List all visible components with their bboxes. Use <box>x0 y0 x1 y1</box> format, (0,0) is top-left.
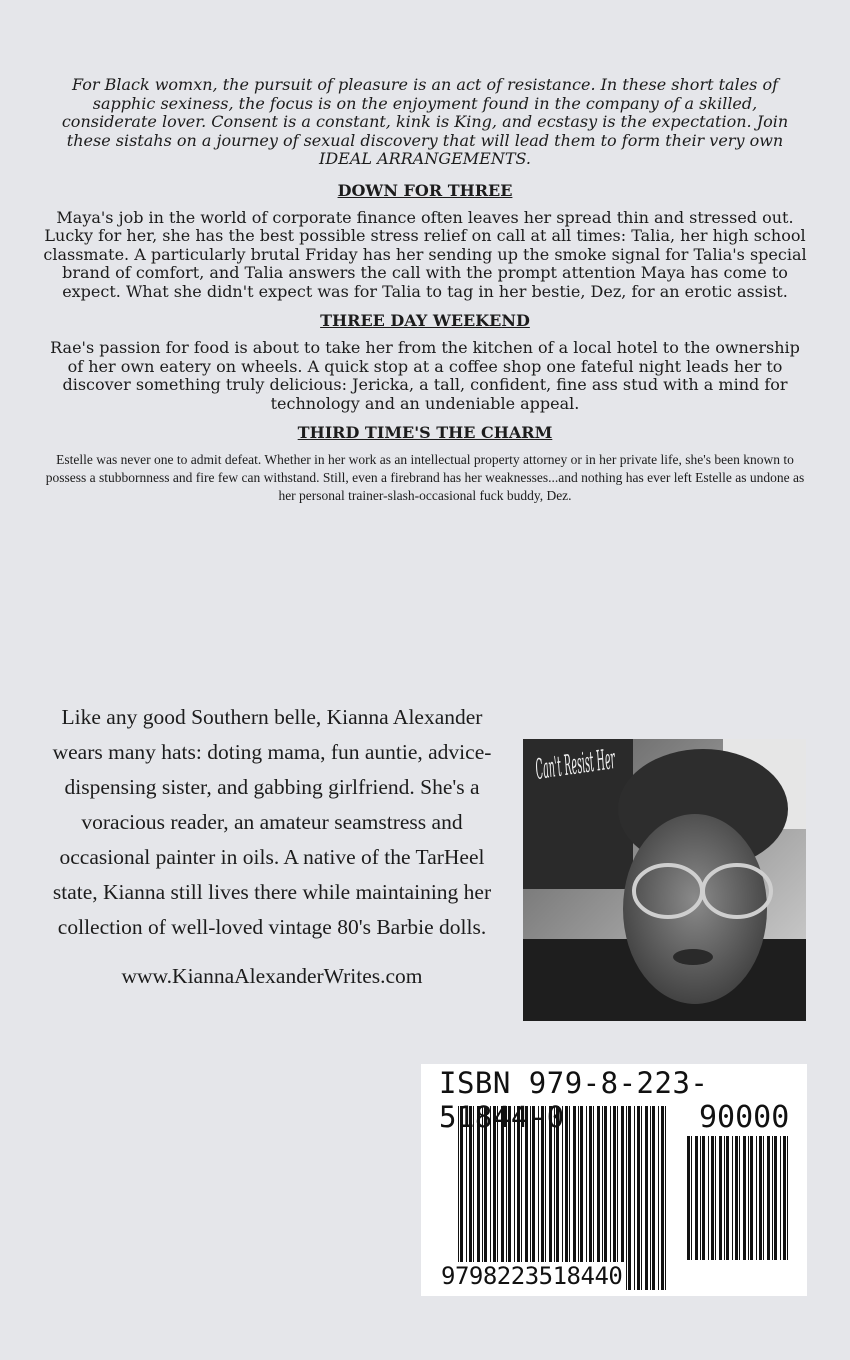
isbn-barcode <box>421 1064 807 1296</box>
barcode-bar <box>743 1136 746 1260</box>
barcode-bar <box>724 1136 725 1260</box>
barcode-bar <box>691 1136 692 1260</box>
barcode-bar <box>702 1136 705 1260</box>
barcode-bar <box>748 1136 749 1260</box>
story-summary-down-for-three: Maya's job in the world of corporate finance often leaves her spread thin and stressed out. Lucky for her, she has the best possible stress relief on call at all times: Talia, her high school classmate. A particularly brutal Friday has her sending up the smoke signal for Talia's special brand of comfort, and Talia answers the call with the prompt attention Maya has come to expect. What she didn't expect was for Talia to tag in her bestie, Dez, for an erotic assist. <box>43 207 807 301</box>
barcode-bar <box>719 1136 722 1260</box>
barcode-bar <box>774 1136 777 1260</box>
barcode-bar <box>756 1136 757 1260</box>
story-title-third-time: THIRD TIME'S THE CHARM <box>297 423 553 442</box>
author-bio <box>36 700 508 994</box>
barcode-bar <box>726 1136 729 1260</box>
back-cover-blurb <box>40 76 810 505</box>
barcode-bar <box>732 1136 733 1260</box>
story-summary-three-day-weekend: Rae's passion for food is about to take her from the kitchen of a local hotel to the ownership of her own eatery on wheels. A quick stop at a coffee shop one fateful night leads her to discover something truly delicious: Jericka, a tall, confident, fine ass stud with a mind for technology and an undeniable appeal. <box>50 338 800 413</box>
barcode-bar <box>750 1136 753 1260</box>
barcode-bar <box>763 1136 764 1260</box>
barcode-bar <box>695 1136 698 1260</box>
author-photo-image <box>523 739 806 1021</box>
blurb-intro: For Black womxn, the pursuit of pleasure is an act of resistance. In these short tales of sapphic sexiness, the focus is on the enjoyment found in the company of a skilled, considerate lover. Consent is a constant, kink is King, and ecstasy is the expectation. Join these sistahs on a journey of sexual discovery that will lead them to form their very own IDEAL ARRANGEMENTS. <box>61 75 789 168</box>
barcode-bar <box>739 1136 740 1260</box>
barcode-bar <box>780 1136 781 1260</box>
story-title-three-day-weekend: THREE DAY WEEKEND <box>320 311 530 330</box>
story-summary-third-time: Estelle was never one to admit defeat. Whether in her work as an intellectual property attorney or in her private life, she's been known to possess a stubbornness and fire few can withstand. Still, even a firebrand has her weaknesses...and nothing has ever left Estelle as undone as her personal trainer-slash-occasional fuck buddy, Dez. <box>45 452 805 503</box>
barcode-bar <box>735 1136 738 1260</box>
isbn-label: ISBN 979-8-223-51844-0 <box>439 1066 709 1134</box>
barcode-bar <box>787 1136 788 1260</box>
barcode-digits: 9798223518440 <box>441 1262 623 1290</box>
barcode-bar <box>759 1136 762 1260</box>
barcode-bar <box>767 1136 770 1260</box>
barcode-bar <box>715 1136 716 1260</box>
author-bio-text: Like any good Southern belle, Kianna Alexander wears many hats: doting mama, fun auntie, advice-dispensing sister, and gabbing girlfriend. She's a voracious reader, an amateur seamstress and occasional painter in oils. A native of the TarHeel state, Kianna still lives there while maintaining her collection of well-loved vintage 80's Barbie dolls. <box>52 705 492 939</box>
barcode-bar <box>700 1136 701 1260</box>
barcode-bar <box>708 1136 709 1260</box>
author-photo <box>523 739 806 1021</box>
barcode-bar <box>783 1136 786 1260</box>
barcode-bar <box>772 1136 773 1260</box>
price-code: 90000 <box>699 1100 790 1135</box>
story-title-down-for-three: DOWN FOR THREE <box>337 180 513 200</box>
barcode-bar <box>711 1136 714 1260</box>
author-website: www.KiannaAlexanderWrites.com <box>121 964 423 988</box>
barcode-bar <box>687 1136 690 1260</box>
